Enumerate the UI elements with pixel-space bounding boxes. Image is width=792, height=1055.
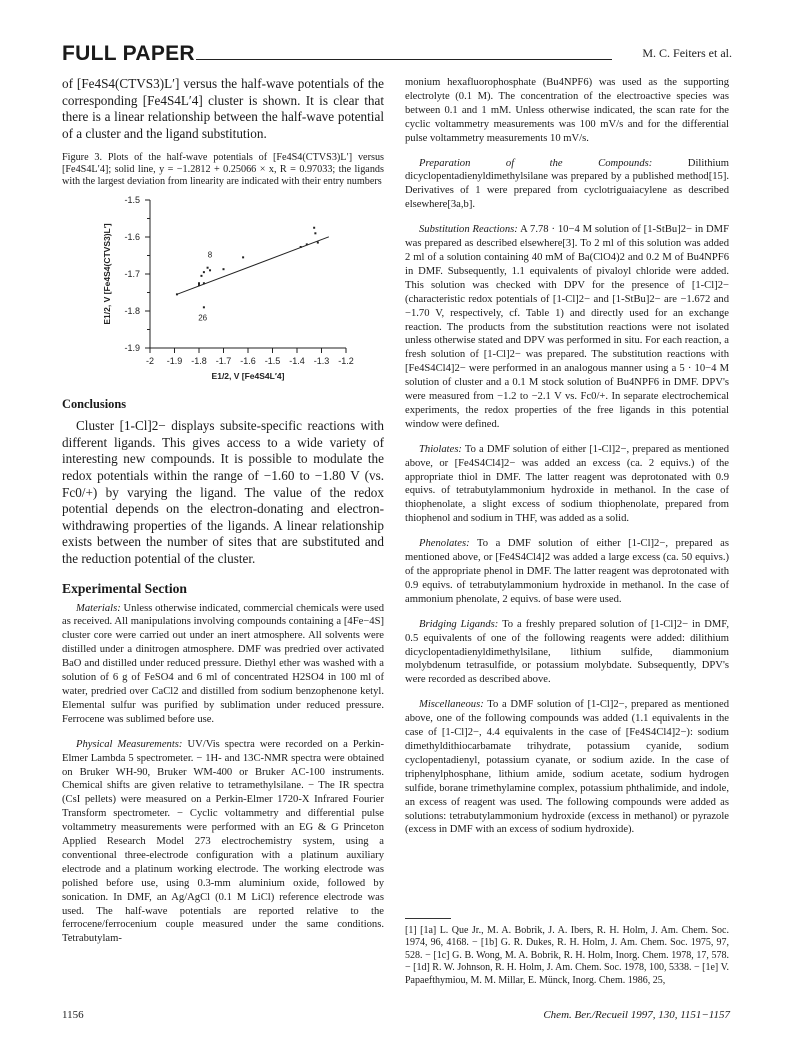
x-tick-label: -1.2 [338, 356, 354, 367]
footnote-rule [405, 918, 451, 919]
data-point [300, 246, 302, 248]
running-authors: M. C. Feiters et al. [642, 46, 732, 60]
figure-caption: Figure 3. Plots of the half-wave potentials of [Fe4S4(CTVS3)L′] versus [Fe4S4L′4]; solid line, y = −1.2812 + 0.25066 × x, R = 0.97033; the ligands with the largest deviation from linearity are indicated with their entry numbers [62, 152, 384, 188]
point-annotation: 26 [198, 313, 208, 323]
x-axis-label: E1/2, V [Fe4S4L′4] [211, 371, 285, 382]
x-tick-label: -1.6 [240, 356, 256, 367]
data-point [198, 284, 200, 286]
journal-citation: Chem. Ber./Recueil 1997, 130, 1151−1157 [543, 1009, 730, 1021]
phenolates-text: To a DMF solution of either [1-Cl]2−, prepared as mentioned above, or [Fe4S4Cl4]2 was added a large excess (ca. 50 equivs.) of the appropriate phenol in DMF. The latter reagent was deprotonated with 0.9 equivs. of tetrabutylammonium hydroxide in methanol. In the case of ammonium phenolate, 2 equivs. of base were used. [405, 538, 729, 605]
x-tick-label: -1.7 [215, 356, 232, 367]
data-point [313, 227, 315, 229]
left-column [62, 76, 384, 946]
materials-paragraph [62, 602, 384, 727]
intro-paragraph: of [Fe4S4(CTVS3)L′] versus the half-wave potentials of the corresponding [Fe4S4L′4] cluster is shown. It is clear that there is a linear relationship between the half-wave potential of a cluster and the ligand substitution. [62, 76, 384, 141]
bridging-text: To a freshly prepared solution of [1-Cl]2− in DMF, 0.5 equivalents of one of the following reagents were added: dilithium dicyclopentadienyldimethylsilane, lithium sulfide, diammonium molybdenum tetrasulfide, or potassium molybdate. Subsequently, DPV's were recorded as described above. [405, 618, 729, 686]
data-point [209, 270, 211, 272]
x-tick-label: -1.5 [264, 356, 281, 367]
point-annotation: 8 [207, 250, 213, 260]
data-point [203, 283, 205, 285]
conclusions-heading: Conclusions [62, 397, 127, 412]
prep-text: Dilithium dicyclopentadienyldimethylsilane was prepared by a published method[15]. Derivatives of 1 were prepared from cyclotriguaiacylene as described elsewhere[3a,b]. [405, 157, 729, 211]
footnotes [405, 918, 729, 987]
thiolates-label: Thiolates: [419, 443, 462, 455]
x-tick-label: -1.9 [166, 356, 183, 367]
y-tick-label: -1.7 [124, 269, 140, 280]
data-point [317, 242, 319, 244]
bridging-label: Bridging Ligands: [419, 618, 499, 630]
phenolates-label: Phenolates: [419, 538, 470, 550]
y-tick-label: -1.5 [124, 195, 140, 206]
y-tick-label: -1.9 [124, 343, 140, 354]
materials-text: Unless otherwise indicated, commercial chemicals were used as received. All manipulations involving compounds containing a [4Fe−4S] cluster core were carried out under an inert atmosphere. All solvents were distilled under a dinitrogen atmosphere. DMF was predried over activated BaO and distilled under reduced pressure. Diethyl ether was washed with a solution of 6 g of FeSO4 and 6 ml of concentrated H2SO4 in 100 ml of water, predried over CaCl2 and distilled from sodium benzophenone ketyl. Elemental sulfur was purified by sublimation under reduced pressure. Ferrocene was sublimed before use. [62, 602, 384, 725]
x-tick-label: -1.4 [289, 356, 305, 367]
page-number: 1156 [62, 1009, 84, 1021]
prep-label: Preparation of the Compounds: [419, 157, 653, 169]
right-column [405, 76, 729, 837]
scatter-plot [84, 192, 384, 386]
substitution-paragraph [405, 223, 729, 432]
substitution-label: Substitution Reactions: [419, 224, 518, 236]
thiolates-paragraph [405, 443, 729, 526]
materials-label: Materials: [76, 602, 121, 614]
data-point [223, 269, 225, 271]
y-tick-label: -1.8 [124, 306, 140, 317]
page-header [62, 42, 732, 66]
x-tick-label: -1.8 [191, 356, 207, 367]
misc-label: Miscellaneous: [419, 699, 484, 711]
prep-paragraph [405, 157, 729, 213]
y-axis-label: E1/2, V [Fe4S4(CTVS3)L′] [102, 223, 112, 325]
x-tick-label: -1.3 [313, 356, 330, 367]
data-point [200, 275, 202, 277]
conclusions-paragraph: Cluster [1-Cl]2− displays subsite-specific reactions with different ligands. This gives access to a wide variety of interesting new compounds. It is possible to modulate the redox potentials within the range of −1.60 to −1.80 V (vs. Fc0/+) by varying the ligand. The value of the redox potential depends on the electron-donating and electron-withdrawing properties of the ligands. A linear relationship exists between the number of sites that are substituted and the reduction potential of the cluster. [62, 418, 384, 567]
data-point [207, 267, 209, 269]
y-tick-label: -1.6 [124, 232, 140, 243]
misc-paragraph [405, 698, 729, 837]
section-title: FULL PAPER [62, 42, 195, 65]
electrolyte-paragraph: monium hexafluorophosphate (Bu4NPF6) was used as the supporting electrolyte (0.1 M). The concentration of the electroactive species was between 0.1 and 1 mM. Unless otherwise indicated, the scan rate for the cyclic voltammetry measurements was 100 mV/s and for the differential pulse voltammetry measurements 10 mV/s. [405, 77, 729, 144]
header-rule [196, 59, 612, 60]
data-point [203, 307, 205, 309]
x-tick-label: -2 [145, 356, 155, 367]
physical-paragraph [62, 738, 384, 947]
physical-text: UV/Vis spectra were recorded on a Perkin-Elmer Lambda 5 spectrometer. − 1H- and 13C-NMR spectra were obtained on Bruker WH-90, Bruker WM-400 or Bruker AC-100 instruments. Chemical shifts are given relative to tetramethylsilane. − The IR spectra (CsI pellets) were measured on a Perkin-Elmer 1720-X Infrared Fourier Transform spectrometer. − Cyclic voltammetry and differential pulse voltammetry measurements were performed with an EG & G Princeton Applied Research Model 273 electrochemistry system, using a conventional three-electrode configuration with a platinum auxiliary electrode and a platinum working electrode. The working electrode was polished before use, using 0.3-mm aluminium oxide, followed by sonication. In DMF, an Ag/AgCl (0.1 M LiCl) reference electrode was used. The half-wave potentials are reported relative to the ferrocene/ferrocenium couple measured under the same conditions. Tetrabutylam- [62, 738, 385, 945]
experimental-heading: Experimental Section [62, 580, 187, 596]
data-point [242, 257, 244, 259]
physical-label: Physical Measurements: [76, 738, 183, 750]
data-point [306, 244, 308, 246]
misc-text: To a DMF solution of [1-Cl]2−, prepared as mentioned above, one of the following compounds was added (1.1 equivalents in the case of [1-Cl]2−, 4.4 equivalents in the case of [Fe4S4Cl4]2−): sodium dimethyldithiocarbamate trihydrate, potassium cyanide, sodium cyclopentadienyl, potassium cyanate, or sodium azide. In the case of triphenylphosphane, lithium amide, sodium acetate, sodium hydrogen sulfide, borane trimethylamine complex, potassium phthalimide, and indole, an excess of reagent was used. The following compounds were added as solutions: tetrabutylammonium hydroxide (excess in methanol) or pyrazole (excess in DMF with an excess of sodium hydroxide). [405, 699, 730, 836]
substitution-text: A 7.78 · 10−4 M solution of [1-StBu]2− in DMF was prepared as described elsewhere[3]. To 2 ml of this solution was added 2 ml of a solution containing 40 mM of Ba(ClO4)2 and 0.2 M of Bu4NPF6 in DMF. Subsequently, 1.1 equivalents of pivaloyl chloride were added. This solution was checked with DPV for the presence of [1-Cl]2− (characteristic redox potentials of [1-Cl]2− and [1-StBu]2− are −1.672 and −1.70 V, respectively, cf. Table 1) and directly used for an exchange reaction. The products from the substitution reactions were not isolated unless otherwise stated and DPV was performed in situ. For each reaction, a fresh solution of [1-Cl]2− was prepared. The substitution reactions with [Fe4S4Cl4]2− were performed in an analogous manner using a 5 · 10−4 M solution of cluster and a 0.1 M stock solution of Bu4NPF6 in DMF. DPV's were measured from −1.2 to −2.1 V vs. Fc0/+. In separate electrochemical experiments, the redox properties of the free ligands in this potential window were defined. [405, 224, 729, 430]
figure-3-chart [84, 192, 384, 386]
thiolates-text: To a DMF solution of either [1-Cl]2−, prepared as mentioned above, or [Fe4S4Cl4]2− was added an excess (ca. 2 equivs.) of the appropriate thiol in DMF. The latter reagent was deprotonated with 0.9 equivs. of tetrabutylammonium hydroxide in methanol. In the case of thiophenolate, a slight excess of sodium thiophenolate, prepared from thiophenol and sodium in THF, was added as a solid. [405, 443, 729, 525]
reference-1: [1] [1a] L. Que Jr., M. A. Bobrik, J. A. Ibers, R. H. Holm, J. Am. Chem. Soc. 1974, 96, 4168. − [1b] G. R. Dukes, R. H. Holm, J. Am. Chem. Soc. 1975, 97, 528. − [1c] G. B. Wong, M. A. Bobrik, R. H. Holm, Inorg. Chem. 1978, 17, 578. − [1d] R. W. Johnson, R. H. Holm, J. Am. Chem. Soc. 1978, 100, 5338. − [1e] V. Papaefthymiou, M. M. Millar, E. Münck, Inorg. Chem. 1986, 25, [405, 925, 729, 986]
data-point [203, 272, 205, 274]
bridging-paragraph [405, 618, 729, 688]
data-point [314, 233, 316, 235]
data-point [176, 294, 178, 296]
phenolates-paragraph [405, 537, 729, 607]
data-point [198, 283, 200, 285]
